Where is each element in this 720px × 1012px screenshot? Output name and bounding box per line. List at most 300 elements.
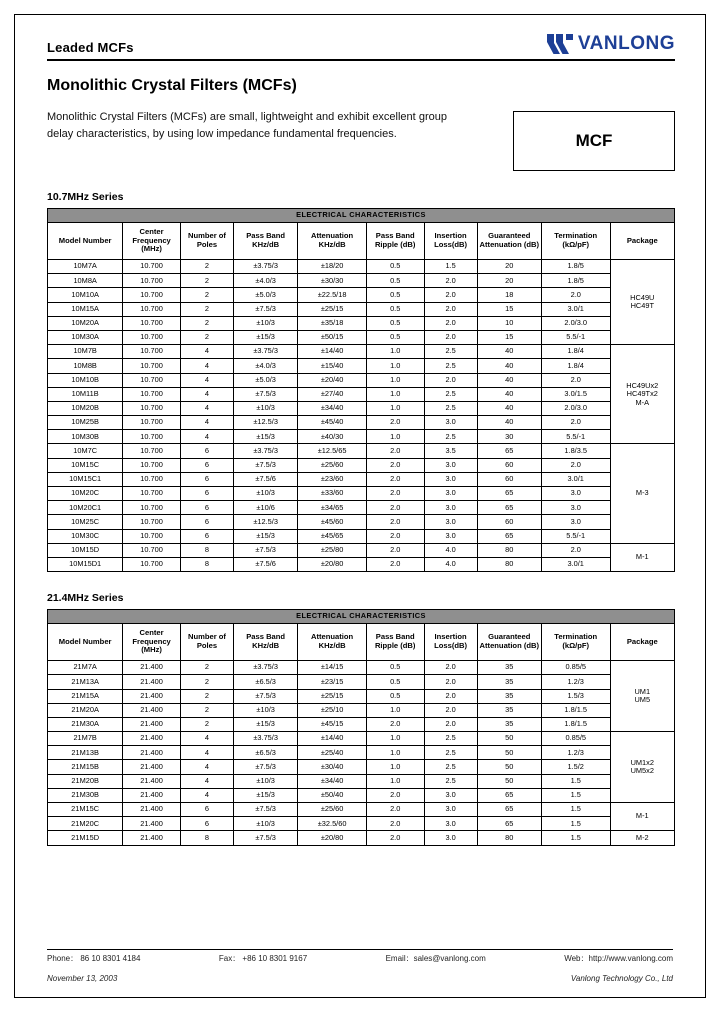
cell: 0.5 bbox=[366, 661, 424, 675]
cell: 3.0 bbox=[424, 831, 477, 845]
cell: 2 bbox=[180, 703, 233, 717]
cell: ±15/3 bbox=[234, 430, 298, 444]
cell: 2.5 bbox=[424, 760, 477, 774]
cell: 40 bbox=[477, 359, 541, 373]
cell: 65 bbox=[477, 803, 541, 817]
cell: 21M20B bbox=[48, 774, 123, 788]
footer-web[interactable]: Web：http://www.vanlong.com bbox=[564, 954, 673, 963]
table-row bbox=[48, 689, 675, 703]
cell: ±15/3 bbox=[234, 330, 298, 344]
cell: 2.0 bbox=[366, 472, 424, 486]
cell: 0.5 bbox=[366, 274, 424, 288]
cell: 21M7B bbox=[48, 732, 123, 746]
cell: 21.400 bbox=[123, 703, 181, 717]
vanlong-logo-icon bbox=[547, 34, 573, 54]
cell: 10.700 bbox=[123, 416, 181, 430]
cell: 18 bbox=[477, 288, 541, 302]
cell: 2.5 bbox=[424, 746, 477, 760]
cell: 2.0 bbox=[366, 444, 424, 458]
cell: 1.2/3 bbox=[541, 675, 610, 689]
cell: 3.0 bbox=[541, 487, 610, 501]
cell: 3.0 bbox=[424, 803, 477, 817]
cell: ±7.5/3 bbox=[234, 803, 298, 817]
cell: 2.0 bbox=[424, 302, 477, 316]
cell: ±20/40 bbox=[298, 373, 367, 387]
cell: ±7.5/3 bbox=[234, 302, 298, 316]
table-row bbox=[48, 501, 675, 515]
table-row bbox=[48, 788, 675, 802]
cell: 3.0 bbox=[541, 501, 610, 515]
cell: 35 bbox=[477, 703, 541, 717]
table-row bbox=[48, 444, 675, 458]
table-row bbox=[48, 274, 675, 288]
cell: ±45/65 bbox=[298, 529, 367, 543]
cell: ±3.75/3 bbox=[234, 260, 298, 274]
cell: ±7.5/3 bbox=[234, 458, 298, 472]
cell: ±6.5/3 bbox=[234, 746, 298, 760]
cell: 2.0 bbox=[424, 274, 477, 288]
table-row bbox=[48, 288, 675, 302]
cell: 21M13A bbox=[48, 675, 123, 689]
vanlong-logo-text: VANLONG bbox=[577, 33, 675, 54]
table-row bbox=[48, 316, 675, 330]
cell: 2.5 bbox=[424, 387, 477, 401]
cell: 3.0 bbox=[424, 487, 477, 501]
cell: 6 bbox=[180, 472, 233, 486]
cell: 2.0 bbox=[541, 458, 610, 472]
cell: ±27/40 bbox=[298, 387, 367, 401]
vanlong-logo bbox=[547, 33, 675, 55]
table-row bbox=[48, 661, 675, 675]
cell: 2.0 bbox=[366, 416, 424, 430]
cell: 21M30B bbox=[48, 788, 123, 802]
cell: ±50/40 bbox=[298, 788, 367, 802]
table-row bbox=[48, 557, 675, 571]
cell: ±50/15 bbox=[298, 330, 367, 344]
table-row bbox=[48, 760, 675, 774]
cell: 1.2/3 bbox=[541, 746, 610, 760]
column-header: Termination (kΩ/pF) bbox=[541, 624, 610, 661]
cell: 4 bbox=[180, 359, 233, 373]
table-row bbox=[48, 401, 675, 415]
cell: 21.400 bbox=[123, 774, 181, 788]
cell: 1.5 bbox=[541, 788, 610, 802]
cell: 10M15A bbox=[48, 302, 123, 316]
cell: ±20/80 bbox=[298, 831, 367, 845]
table-row bbox=[48, 458, 675, 472]
cell: 21.400 bbox=[123, 732, 181, 746]
cell: 10.700 bbox=[123, 373, 181, 387]
page-header bbox=[47, 33, 675, 61]
cell: ±10/3 bbox=[234, 316, 298, 330]
cell: 1.5/3 bbox=[541, 689, 610, 703]
cell: ±45/60 bbox=[298, 515, 367, 529]
table-row bbox=[48, 472, 675, 486]
cell: ±3.75/3 bbox=[234, 345, 298, 359]
cell: 6 bbox=[180, 803, 233, 817]
page-footer bbox=[47, 949, 673, 983]
cell: ±35/18 bbox=[298, 316, 367, 330]
cell: 10M30C bbox=[48, 529, 123, 543]
footer-phone: Phone： 86 10 8301 4184 bbox=[47, 954, 141, 963]
cell: 1.5 bbox=[541, 803, 610, 817]
cell: 10M8A bbox=[48, 274, 123, 288]
cell: ±12.5/3 bbox=[234, 515, 298, 529]
cell: 2.0 bbox=[366, 501, 424, 515]
cell: 3.0/1 bbox=[541, 557, 610, 571]
cell: 4 bbox=[180, 788, 233, 802]
cell: 10M30A bbox=[48, 330, 123, 344]
table-row bbox=[48, 817, 675, 831]
cell: 21.400 bbox=[123, 788, 181, 802]
cell: ±10/3 bbox=[234, 774, 298, 788]
cell: 2.5 bbox=[424, 732, 477, 746]
cell: ±7.5/6 bbox=[234, 557, 298, 571]
cell: 21M30A bbox=[48, 717, 123, 731]
column-header: Pass Band Ripple (dB) bbox=[366, 223, 424, 260]
cell: 6 bbox=[180, 444, 233, 458]
cell: ±25/10 bbox=[298, 703, 367, 717]
cell: 2 bbox=[180, 288, 233, 302]
cell: 3.0 bbox=[424, 472, 477, 486]
package-cell: HC49U HC49T bbox=[610, 260, 674, 345]
cell: 10.700 bbox=[123, 288, 181, 302]
cell: 0.85/5 bbox=[541, 661, 610, 675]
cell: 2 bbox=[180, 316, 233, 330]
table-row bbox=[48, 703, 675, 717]
cell: 3.0/1 bbox=[541, 472, 610, 486]
table-header-row bbox=[48, 624, 675, 661]
cell: 4 bbox=[180, 416, 233, 430]
cell: 21.400 bbox=[123, 746, 181, 760]
table-row bbox=[48, 543, 675, 557]
cell: ±10/3 bbox=[234, 703, 298, 717]
cell: 10M20A bbox=[48, 316, 123, 330]
cell: 10M10B bbox=[48, 373, 123, 387]
cell: 3.0 bbox=[424, 458, 477, 472]
cell: 2.0 bbox=[366, 831, 424, 845]
cell: 6 bbox=[180, 458, 233, 472]
cell: 3.0 bbox=[424, 416, 477, 430]
cell: ±15/3 bbox=[234, 788, 298, 802]
cell: 0.5 bbox=[366, 330, 424, 344]
cell: 10.700 bbox=[123, 444, 181, 458]
cell: 35 bbox=[477, 689, 541, 703]
cell: ±15/3 bbox=[234, 529, 298, 543]
column-header: Number of Poles bbox=[180, 223, 233, 260]
table-row bbox=[48, 529, 675, 543]
cell: 30 bbox=[477, 430, 541, 444]
cell: 80 bbox=[477, 831, 541, 845]
cell: ±18/20 bbox=[298, 260, 367, 274]
cell: ±7.5/3 bbox=[234, 543, 298, 557]
cell: ±34/65 bbox=[298, 501, 367, 515]
cell: 10M11B bbox=[48, 387, 123, 401]
cell: 1.0 bbox=[366, 373, 424, 387]
table-banner-label: ELECTRICAL CHARACTERISTICS bbox=[48, 209, 675, 223]
cell: 35 bbox=[477, 675, 541, 689]
cell: ±6.5/3 bbox=[234, 675, 298, 689]
table-row bbox=[48, 330, 675, 344]
cell: 1.0 bbox=[366, 430, 424, 444]
cell: 21M7A bbox=[48, 661, 123, 675]
cell: 50 bbox=[477, 746, 541, 760]
cell: 6 bbox=[180, 487, 233, 501]
cell: 2 bbox=[180, 260, 233, 274]
cell: 4 bbox=[180, 373, 233, 387]
cell: ±15/40 bbox=[298, 359, 367, 373]
cell: 4 bbox=[180, 345, 233, 359]
cell: 21M15A bbox=[48, 689, 123, 703]
cell: 2.0/3.0 bbox=[541, 401, 610, 415]
cell: 10.700 bbox=[123, 359, 181, 373]
cell: 40 bbox=[477, 401, 541, 415]
cell: 0.5 bbox=[366, 316, 424, 330]
cell: ±7.5/6 bbox=[234, 472, 298, 486]
column-header: Attenuation KHz/dB bbox=[298, 624, 367, 661]
cell: 21M20C bbox=[48, 817, 123, 831]
cell: 1.0 bbox=[366, 760, 424, 774]
cell: 60 bbox=[477, 515, 541, 529]
cell: 40 bbox=[477, 416, 541, 430]
column-header: Pass Band KHz/dB bbox=[234, 624, 298, 661]
cell: 2.0 bbox=[541, 288, 610, 302]
cell: ±4.0/3 bbox=[234, 359, 298, 373]
cell: 3.0 bbox=[424, 501, 477, 515]
cell: 10M20C1 bbox=[48, 501, 123, 515]
cell: 1.8/1.5 bbox=[541, 703, 610, 717]
cell: ±22.5/18 bbox=[298, 288, 367, 302]
cell: 10.700 bbox=[123, 557, 181, 571]
column-header: Package bbox=[610, 624, 674, 661]
cell: 1.0 bbox=[366, 703, 424, 717]
table-row bbox=[48, 831, 675, 845]
cell: 0.5 bbox=[366, 675, 424, 689]
cell: ±5.0/3 bbox=[234, 373, 298, 387]
cell: 80 bbox=[477, 557, 541, 571]
table-row bbox=[48, 803, 675, 817]
cell: ±30/30 bbox=[298, 274, 367, 288]
cell: ±25/60 bbox=[298, 803, 367, 817]
cell: 40 bbox=[477, 345, 541, 359]
cell: 1.8/3.5 bbox=[541, 444, 610, 458]
cell: ±25/15 bbox=[298, 689, 367, 703]
cell: 50 bbox=[477, 760, 541, 774]
cell: ±12.5/65 bbox=[298, 444, 367, 458]
column-header: Pass Band Ripple (dB) bbox=[366, 624, 424, 661]
cell: 10.700 bbox=[123, 430, 181, 444]
cell: 2.5 bbox=[424, 401, 477, 415]
cell: 2.0 bbox=[424, 717, 477, 731]
cell: 3.5 bbox=[424, 444, 477, 458]
cell: 2.0 bbox=[366, 803, 424, 817]
cell: 0.5 bbox=[366, 689, 424, 703]
cell: 1.8/1.5 bbox=[541, 717, 610, 731]
column-header: Guaranteed Attenuation (dB) bbox=[477, 624, 541, 661]
cell: 1.5 bbox=[541, 817, 610, 831]
table-row bbox=[48, 345, 675, 359]
cell: 10.700 bbox=[123, 529, 181, 543]
cell: 3.0 bbox=[541, 515, 610, 529]
column-header: Package bbox=[610, 223, 674, 260]
cell: 10M30B bbox=[48, 430, 123, 444]
spec-table-10mhz bbox=[47, 208, 675, 572]
cell: ±23/60 bbox=[298, 472, 367, 486]
intro-section bbox=[47, 109, 675, 171]
cell: 65 bbox=[477, 788, 541, 802]
package-cell: UM1x2 UM5x2 bbox=[610, 732, 674, 803]
cell: 3.0 bbox=[424, 515, 477, 529]
cell: 4 bbox=[180, 387, 233, 401]
cell: 6 bbox=[180, 529, 233, 543]
column-header: Insertion Loss(dB) bbox=[424, 223, 477, 260]
cell: 4 bbox=[180, 760, 233, 774]
cell: 35 bbox=[477, 661, 541, 675]
package-cell: M-1 bbox=[610, 543, 674, 571]
cell: 2.0 bbox=[424, 689, 477, 703]
cell: 4 bbox=[180, 430, 233, 444]
cell: 1.5 bbox=[424, 260, 477, 274]
cell: 10M15C1 bbox=[48, 472, 123, 486]
cell: 10.700 bbox=[123, 330, 181, 344]
cell: 50 bbox=[477, 774, 541, 788]
cell: ±3.75/3 bbox=[234, 661, 298, 675]
cell: 21.400 bbox=[123, 831, 181, 845]
table-banner bbox=[48, 610, 675, 624]
cell: 3.0/1.5 bbox=[541, 387, 610, 401]
cell: 10M25C bbox=[48, 515, 123, 529]
cell: ±34/40 bbox=[298, 401, 367, 415]
cell: 21M13B bbox=[48, 746, 123, 760]
cell: ±25/40 bbox=[298, 746, 367, 760]
cell: 10M15D bbox=[48, 543, 123, 557]
cell: 2.0 bbox=[366, 543, 424, 557]
cell: ±25/60 bbox=[298, 458, 367, 472]
cell: 2 bbox=[180, 675, 233, 689]
cell: 4 bbox=[180, 401, 233, 415]
cell: 1.5 bbox=[541, 774, 610, 788]
cell: ±3.75/3 bbox=[234, 444, 298, 458]
cell: 21M15C bbox=[48, 803, 123, 817]
column-header: Insertion Loss(dB) bbox=[424, 624, 477, 661]
cell: 2.0 bbox=[424, 330, 477, 344]
cell: 1.8/4 bbox=[541, 359, 610, 373]
cell: 21.400 bbox=[123, 717, 181, 731]
datasheet-sheet bbox=[14, 14, 706, 998]
cell: ±7.5/3 bbox=[234, 760, 298, 774]
cell: 80 bbox=[477, 543, 541, 557]
cell: 2.0 bbox=[366, 788, 424, 802]
cell: 10M15D1 bbox=[48, 557, 123, 571]
cell: 2.0 bbox=[424, 675, 477, 689]
cell: 1.0 bbox=[366, 746, 424, 760]
cell: 2.0/3.0 bbox=[541, 316, 610, 330]
cell: 3.0 bbox=[424, 529, 477, 543]
cell: 5.5/-1 bbox=[541, 430, 610, 444]
cell: 4 bbox=[180, 732, 233, 746]
cell: ±10/6 bbox=[234, 501, 298, 515]
cell: 10M25B bbox=[48, 416, 123, 430]
cell: ±40/30 bbox=[298, 430, 367, 444]
table-row bbox=[48, 260, 675, 274]
footer-company: Vanlong Technology Co., Ltd bbox=[570, 974, 673, 983]
spec-table-21mhz bbox=[47, 609, 675, 845]
cell: 1.0 bbox=[366, 732, 424, 746]
cell: 3.0/1 bbox=[541, 302, 610, 316]
cell: 2.0 bbox=[541, 416, 610, 430]
cell: 2.0 bbox=[424, 661, 477, 675]
cell: 21.400 bbox=[123, 675, 181, 689]
cell: ±5.0/3 bbox=[234, 288, 298, 302]
cell: 65 bbox=[477, 817, 541, 831]
column-header: Center Frequency (MHz) bbox=[123, 223, 181, 260]
cell: 10.700 bbox=[123, 387, 181, 401]
package-cell: M-1 bbox=[610, 803, 674, 831]
cell: 2.0 bbox=[366, 458, 424, 472]
cell: ±10/3 bbox=[234, 817, 298, 831]
series-label-10mhz: 10.7MHz Series bbox=[47, 191, 124, 203]
cell: 2.0 bbox=[424, 316, 477, 330]
cell: ±45/15 bbox=[298, 717, 367, 731]
cell: 10M7C bbox=[48, 444, 123, 458]
cell: 1.5/2 bbox=[541, 760, 610, 774]
cell: 0.5 bbox=[366, 288, 424, 302]
cell: 10M8B bbox=[48, 359, 123, 373]
cell: 1.0 bbox=[366, 401, 424, 415]
cell: 60 bbox=[477, 458, 541, 472]
cell: 21.400 bbox=[123, 661, 181, 675]
cell: 2.0 bbox=[366, 487, 424, 501]
column-header: Guaranteed Attenuation (dB) bbox=[477, 223, 541, 260]
cell: ±7.5/3 bbox=[234, 387, 298, 401]
table-banner-label: ELECTRICAL CHARACTERISTICS bbox=[48, 610, 675, 624]
cell: 65 bbox=[477, 529, 541, 543]
table-row bbox=[48, 675, 675, 689]
cell: 4.0 bbox=[424, 557, 477, 571]
cell: ±30/40 bbox=[298, 760, 367, 774]
cell: 2.0 bbox=[424, 288, 477, 302]
cell: 2.0 bbox=[366, 817, 424, 831]
package-cell: M-3 bbox=[610, 444, 674, 543]
cell: 2 bbox=[180, 689, 233, 703]
package-cell: UM1 UM5 bbox=[610, 661, 674, 732]
cell: 2.5 bbox=[424, 345, 477, 359]
cell: 0.5 bbox=[366, 302, 424, 316]
cell: 3.0 bbox=[424, 817, 477, 831]
cell: ±10/3 bbox=[234, 487, 298, 501]
cell: 65 bbox=[477, 444, 541, 458]
cell: 3.0 bbox=[424, 788, 477, 802]
cell: ±15/3 bbox=[234, 717, 298, 731]
cell: 2.0 bbox=[366, 515, 424, 529]
cell: 6 bbox=[180, 817, 233, 831]
column-header: Attenuation KHz/dB bbox=[298, 223, 367, 260]
footer-fax: Fax： +86 10 8301 9167 bbox=[218, 954, 308, 963]
cell: ±7.5/3 bbox=[234, 689, 298, 703]
cell: 2.5 bbox=[424, 430, 477, 444]
footer-email[interactable]: Email：sales@vanlong.com bbox=[385, 954, 486, 963]
cell: 10.700 bbox=[123, 458, 181, 472]
cell: 2 bbox=[180, 717, 233, 731]
table-row bbox=[48, 487, 675, 501]
cell: ±25/15 bbox=[298, 302, 367, 316]
table-row bbox=[48, 430, 675, 444]
cell: 40 bbox=[477, 373, 541, 387]
table-row bbox=[48, 746, 675, 760]
cell: 1.0 bbox=[366, 774, 424, 788]
table-row bbox=[48, 515, 675, 529]
cell: ±12.5/3 bbox=[234, 416, 298, 430]
